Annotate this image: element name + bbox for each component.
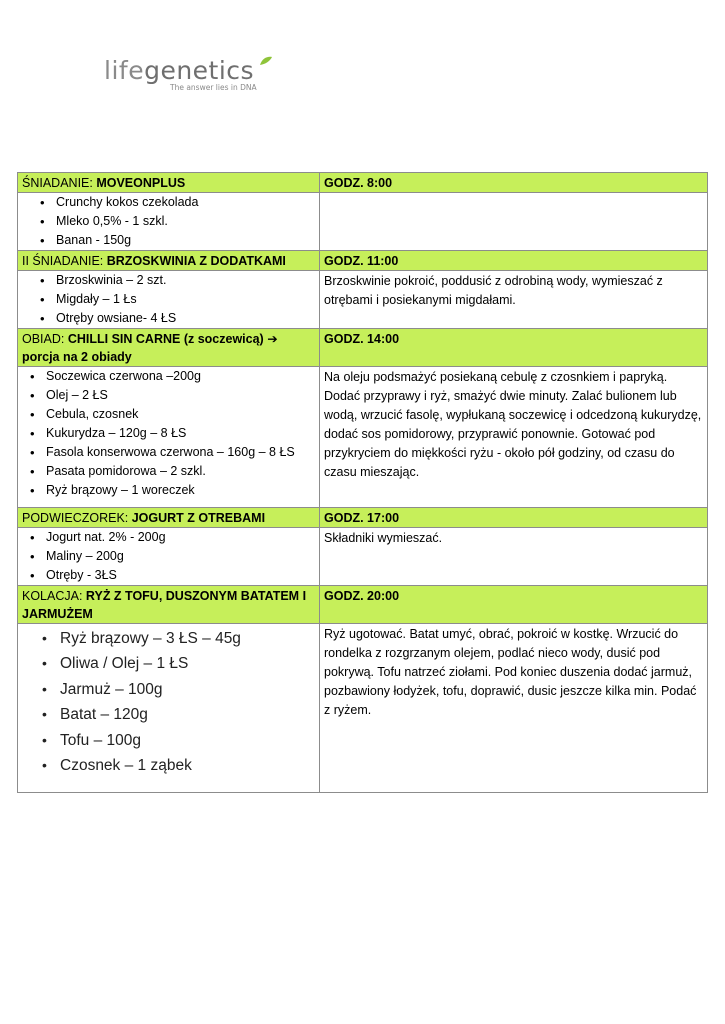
ingredient-item: • Soczewica czerwona –200g xyxy=(32,367,315,386)
ingredients-cell xyxy=(18,271,320,329)
instructions-text: Ryż ugotować. Batat umyć, obrać, pokroić w kostkę. Wrzucić do rondelka z rozgrzanym olejem, podlać nieco wody, dusić pod pokrywą. Tofu natrzeć ziołami. Pod koniec duszenia dodać jarmuż, pozbawiony łodyżek, tofu, doprawić, dusic jeszcze kilka min. Podać z ryżem. xyxy=(324,627,697,717)
meal-name-continued: porcja na 2 obiady xyxy=(22,350,132,364)
meal-header-row xyxy=(18,173,708,193)
meal-time-cell xyxy=(320,173,708,193)
meal-label: II ŚNIADANIE: xyxy=(22,254,107,268)
ingredients-cell xyxy=(18,367,320,508)
logo-word-genetics: genetics xyxy=(144,56,255,85)
ingredient-list xyxy=(22,193,315,250)
instructions-cell xyxy=(320,528,708,586)
meal-title-cell xyxy=(18,251,320,271)
instructions-text: Na oleju podsmażyć posiekaną cebulę z czosnkiem i papryką. Dodać przyprawy i ryż, smażyć dwie minuty. Zalać bulionem lub wodą, wrzucić fasolę, wypłukaną soczewicę i odcedzoną kukurydzę, dodać sos pomidorowy, przyprawić ponownie. Gotować pod przykryciem do miękkości ryżu - około pół godziny, od czasu do czasu mieszając. xyxy=(324,370,702,479)
meal-header-row xyxy=(18,508,708,528)
meal-label: ŚNIADANIE: xyxy=(22,176,97,190)
meal-time: GODZ. 17:00 xyxy=(324,511,400,525)
ingredient-item: • Banan - 150g xyxy=(42,231,315,250)
meal-time: GODZ. 11:00 xyxy=(324,254,399,268)
meal-header-row xyxy=(18,329,708,367)
ingredient-item: • Kukurydza – 120g – 8 ŁS xyxy=(32,424,315,443)
right-arrow-icon: ➔ xyxy=(267,332,278,346)
instructions-cell xyxy=(320,367,708,508)
ingredients-cell xyxy=(18,193,320,251)
ingredient-item: • Czosnek – 1 ząbek xyxy=(44,753,315,778)
meal-body-row xyxy=(18,367,708,508)
meal-name: RYŻ Z TOFU, DUSZONYM BATATEM I JARMUŻEM xyxy=(22,589,307,621)
ingredient-list xyxy=(22,626,315,778)
meal-body-row xyxy=(18,624,708,793)
ingredient-item: • Tofu – 100g xyxy=(44,728,315,753)
ingredient-item: • Crunchy kokos czekolada xyxy=(42,193,315,212)
meal-name: MOVEONPLUS xyxy=(96,176,186,190)
meal-label: KOLACJA: xyxy=(22,589,86,603)
meal-title-cell xyxy=(18,508,320,528)
ingredient-item: • Jarmuż – 100g xyxy=(44,677,315,702)
meal-name: JOGURT Z OTREBAMI xyxy=(131,511,266,525)
lifegenetics-logo xyxy=(104,56,279,96)
meal-time-cell xyxy=(320,251,708,271)
meal-title-cell xyxy=(18,329,320,367)
meal-time: GODZ. 20:00 xyxy=(324,589,400,603)
ingredient-list xyxy=(22,367,315,500)
meal-body-row xyxy=(18,271,708,329)
leaf-icon xyxy=(259,56,273,66)
meal-name: CHILLI SIN CARNE (z soczewicą) xyxy=(67,332,264,346)
meal-time: GODZ. 8:00 xyxy=(324,176,393,190)
ingredient-item: • Batat – 120g xyxy=(44,702,315,727)
meal-header-row xyxy=(18,586,708,624)
ingredients-cell xyxy=(18,624,320,793)
meal-name: BRZOSKWINIA Z DODATKAMI xyxy=(106,254,286,268)
ingredient-item: • Jogurt nat. 2% - 200g xyxy=(32,528,315,547)
ingredient-item: • Otręby owsiane- 4 ŁS xyxy=(42,309,315,328)
instructions-cell xyxy=(320,271,708,329)
ingredients-cell xyxy=(18,528,320,586)
ingredient-item: • Cebula, czosnek xyxy=(32,405,315,424)
ingredient-item: • Ryż brązowy – 3 ŁS – 45g xyxy=(44,626,315,651)
instructions-text xyxy=(324,193,703,194)
ingredient-item: • Oliwa / Olej – 1 ŁS xyxy=(44,651,315,676)
meal-label: PODWIECZOREK: xyxy=(22,511,132,525)
ingredient-item: • Maliny – 200g xyxy=(32,547,315,566)
meal-time: GODZ. 14:00 xyxy=(324,332,400,346)
logo-wordmark xyxy=(104,56,279,86)
meal-title-cell xyxy=(18,586,320,624)
ingredient-item: • Pasata pomidorowa – 2 szkl. xyxy=(32,462,315,481)
ingredient-item: • Mleko 0,5% - 1 szkl. xyxy=(42,212,315,231)
meal-label: OBIAD: xyxy=(22,332,68,346)
instructions-cell xyxy=(320,193,708,251)
ingredient-list xyxy=(22,271,315,328)
ingredient-list xyxy=(22,528,315,585)
ingredient-item: • Migdały – 1 Łs xyxy=(42,290,315,309)
instructions-text: Brzoskwinie pokroić, poddusić z odrobiną wody, wymieszać z otrębami i posiekanymi migdałami. xyxy=(324,274,663,307)
ingredient-item: • Brzoskwinia – 2 szt. xyxy=(42,271,315,290)
meal-time-cell xyxy=(320,329,708,367)
meal-time-cell xyxy=(320,586,708,624)
ingredient-item: • Fasola konserwowa czerwona – 160g – 8 ŁS xyxy=(32,443,315,462)
meal-body-row xyxy=(18,528,708,586)
meal-title-cell xyxy=(18,173,320,193)
logo-word-life: life xyxy=(104,56,145,85)
meal-plan-table xyxy=(17,172,708,793)
meal-header-row xyxy=(18,251,708,271)
instructions-cell xyxy=(320,624,708,793)
logo-tagline: The answer lies in DNA xyxy=(170,83,257,92)
ingredient-item: • Ryż brązowy – 1 woreczek xyxy=(32,481,315,500)
meal-body-row xyxy=(18,193,708,251)
instructions-text: Składniki wymieszać. xyxy=(324,531,443,545)
meal-time-cell xyxy=(320,508,708,528)
ingredient-item: • Otręby - 3ŁS xyxy=(32,566,315,585)
ingredient-item: • Olej – 2 ŁS xyxy=(32,386,315,405)
